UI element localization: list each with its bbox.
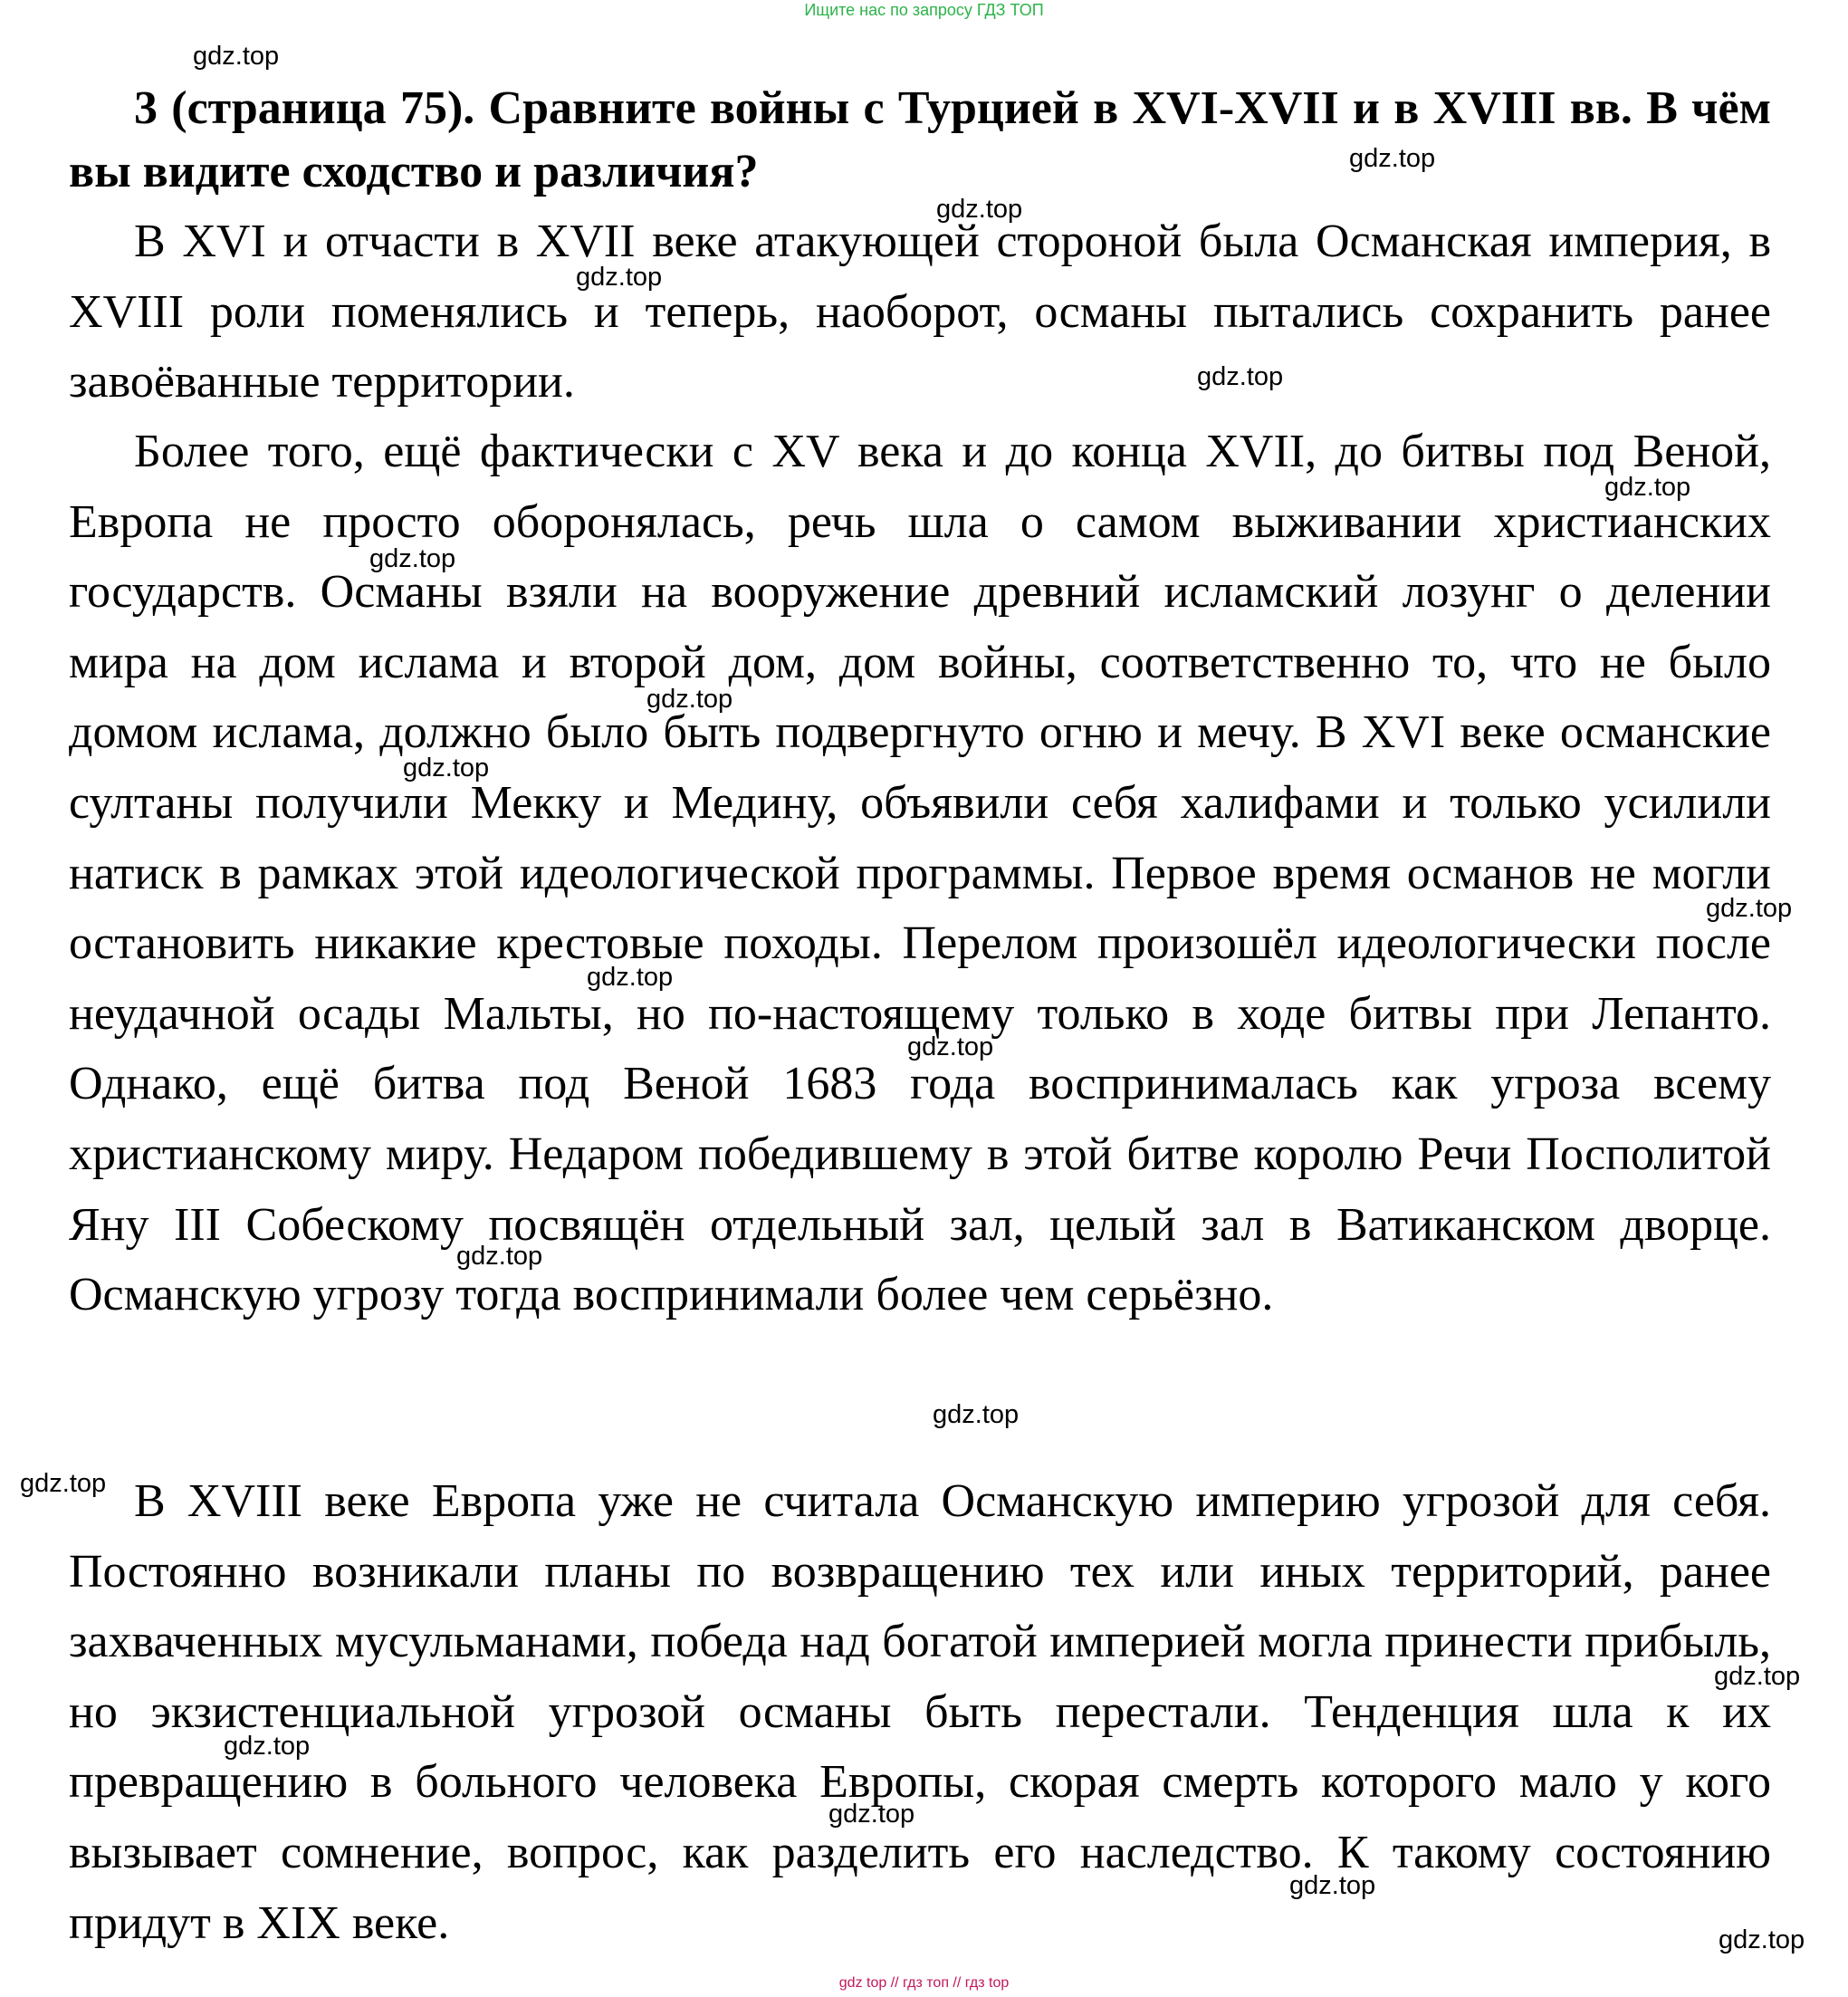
watermark: gdz.top [587,963,674,992]
watermark: gdz.top [1604,473,1691,502]
watermark: gdz.top [20,1469,107,1498]
bottom-banner: gdz top // гдз топ // гдз top [838,1975,1010,1991]
watermark: gdz.top [456,1242,543,1271]
watermark: gdz.top [933,1400,1020,1429]
top-banner: Ищите нас по запросу ГДЗ ТОП [804,1,1044,19]
watermark: gdz.top [403,754,490,782]
watermark: gdz.top [193,42,280,71]
watermark: gdz.top [1289,1871,1376,1900]
watermark: gdz.top [1349,144,1436,173]
watermark: gdz.top [907,1032,994,1061]
question-heading: 3 (страница 75). Сравните войны с Турцией в XVI-XVII и в XVIII вв. В чём вы видите сходство и различия? [69,82,1771,197]
answer-paragraph-1: В XVI и отчасти в XVII веке атакующей стороной была Османская империя, в XVIII роли поменялись и теперь, наоборот, османы пытались сохранить ранее завоёванные территории. [69,216,1771,408]
answer-paragraph-2: Более того, ещё фактически с XV века и до конца XVII, до битвы под Веной, Европа не просто оборонялась, речь шла о самом выживании христианских государств. Османы взяли на вооружение древний исламский лозунг о делении мира на дом ислама и второй дом, дом войны, соответственно то, что не было домом ислама, должно было быть подвергнуто огню и мечу. В XVI веке османские султаны получили Мекку и Медину, объявили себя халифами и только усилили натиск в рамках этой идеологической программы. Первое время османов не могли остановить никакие крестовые походы. Перелом произошёл идеологически после неудачной осады Мальты, но по-настоящему только в ходе битвы при Лепанто. Однако, ещё битва под Веной 1683 года воспринималась как угроза всему христианскому миру. Недаром победившему в этой битве королю Речи Посполитой Яну III Собескому посвящён отдельный зал, целый зал в Ватиканском дворце. Османскую угрозу тогда воспринимали более чем серьёзно. [69,426,1771,1321]
watermark: gdz.top [646,685,733,714]
watermark: gdz.top [1714,1662,1801,1691]
watermark: gdz.top [369,544,456,573]
watermark: gdz.top [828,1800,915,1829]
watermark: gdz.top [1719,1925,1805,1954]
watermark: gdz.top [1197,362,1284,391]
watermark: gdz.top [1706,894,1793,923]
watermark: gdz.top [224,1732,311,1761]
watermark: gdz.top [576,263,663,292]
answer-paragraph-3: В XVIII веке Европа уже не считала Османскую империю угрозой для себя. Постоянно возникали планы по возвращению тех или иных территорий, ранее захваченных мусульманами, победа над богатой империей могла принести прибыль, но экзистенциальной угрозой османы быть перестали. Тенденция шла к их превращению в больного человека Европы, скорая смерть которого мало у кого вызывает сомнение, вопрос, как разделить его наследство. К такому состоянию придут в XIX веке. [69,1475,1771,1949]
watermark: gdz.top [936,195,1023,224]
